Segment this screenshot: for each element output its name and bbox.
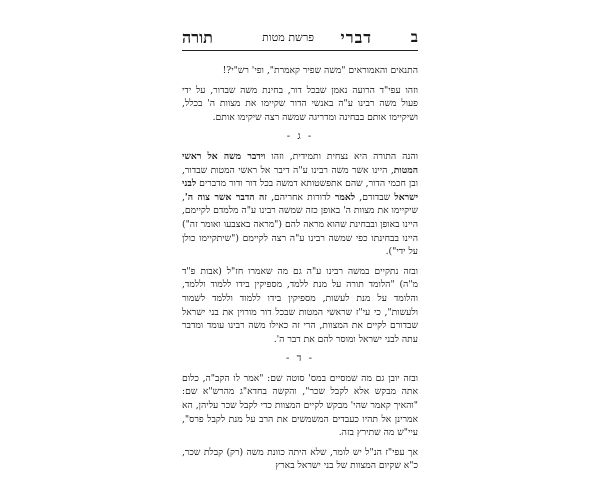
bold-phrase: לאמר: [334, 191, 356, 203]
paragraph-6: אך עפי"ז הנ"ל יש לומר, שלא היתה כוונת משה (רק) קבלת שכר, כ"א שקיום המצוות של בני ישראל בארץ: [182, 446, 418, 472]
paragraph-4: ובזה נתקיים במשה רבינו ע"ה גם מה שאמרו חז"ל (אבות פ"ד מ"ה) "הלומד תורה על מנת ללמד, מספיקין בידו ללמוד וללמד, והלומד על מנת לעשות, מספיקין בידו ללמוד וללמד לשמור ולעשות", כי עי"ז שראשי המטות שבכל דור מורוין את בני ישראל שבדורם לקיים את המצוות, הרי זה כאילו משה רבינו עומד ומדבר עתה לבני ישראל ומוסר להם את דבר ה'.: [182, 265, 418, 345]
document-body: [182, 64, 418, 479]
paragraph-1: התנאים והאמוראים "משה שפיר קאמרת", ופי' רש"י?!: [222, 65, 418, 76]
page-letter: ב: [410, 28, 418, 46]
book-title-torah: תורה: [182, 28, 213, 47]
section-marker-dalet: - ד -: [286, 353, 314, 365]
paragraph-5: ובזה יובן גם מה שמסיים במס' סוטה שם: "אמר לו הקב"ה, כלום אתה מבקש אלא לקבל שכר", והקשה בחדא"ג מהרש"א שם: "והאיך קאמר שהי' מבקש לקיים המצוות כדי לקבל שכר עליהן, הא אמרינן אל תהיו כעבדים המשמשים את הרב על מנת לקבל פרס", עיי"ש מה שתירץ בזה.: [182, 372, 418, 439]
parsha-name: פרשת מטות: [262, 31, 314, 44]
bold-phrase: לבני ישראל: [182, 178, 419, 203]
bold-phrase: וידבר משה אל ראשי המטות: [182, 150, 418, 176]
paragraph-2: וזהו עפי"ד הרועה נאמן שבכל דור, בחינת משה שבדור, על ידי פעול משה רבינו ע"ה באנשי הדור שקיימו את מצוות ה' בכלל, ושיקיימו אותם בבחינה ומדריגה שמשה רצה שיקימו אותם.: [182, 84, 418, 123]
bold-phrase: זה הדבר אשר צוה ה': [184, 191, 267, 203]
section-marker-gimel: - ג -: [286, 131, 314, 143]
book-title-divrei: דברי: [340, 28, 372, 47]
paragraph-3: והנה התורה היא נצחית ותמידית, וזהו וידבר משה אל ראשי המטות, היינו אשר משה רבינו ע"ה דיבר אל ראשי המטות שבדור, ובן חכמי הדור, שהם אתפשטותא דמשה בכל דור ודור מדברים לבני ישראל שבדורם, לאמר לדורות אחריהם, זה הדבר אשר צוה ה', שיקיימו את מצוות ה' באופן כזה שמשה רבינו ע"ה מלמדם לקיימם, היינו באופן ובבחינת שהוא מראה להם ("מראה באצבעו ואומר זה") היינו בבחינתו כפי שמשה רבינו ע"ה רצה לקיימם ("שיתקיימו כולן על ידי").: [182, 150, 419, 258]
page-header: [182, 28, 418, 51]
